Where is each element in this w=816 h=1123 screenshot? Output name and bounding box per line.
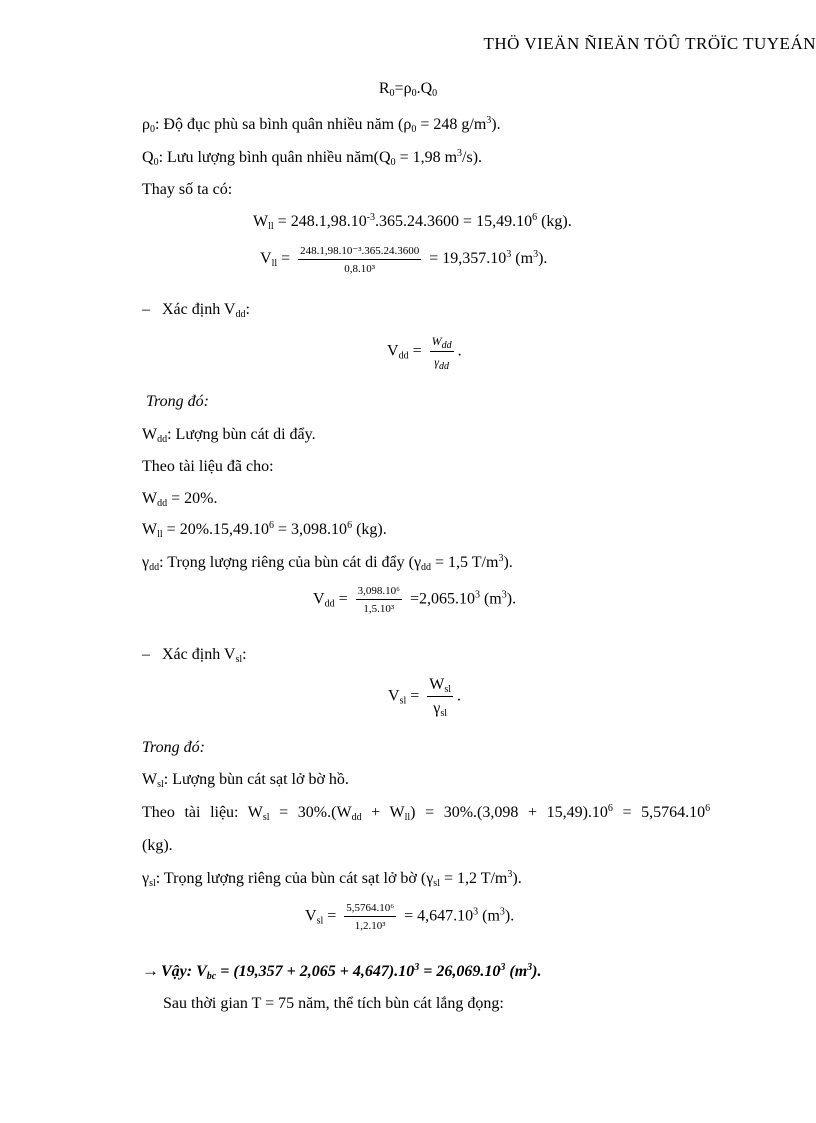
wdd-value: $W_{dd} = 20\%$.: [142, 490, 218, 509]
trong-do-label-2: Trong đó:: [142, 739, 205, 756]
gamma-dd-definition: $\gamma_{dd}$: Trọng lượng riêng của bùn cát di đẩy ($\gamma_{dd} = 1,5$ $T/m^3$).: [142, 553, 513, 573]
right-arrow-icon: →: [142, 961, 159, 980]
page-header: THÖ VIEÄN ÑIEÄN TÖÛ TRÖÏC TUYEÁN: [483, 34, 816, 53]
formula-vdd: $V_{dd}$ = $\frac{W_{dd}}{\gamma_{dd}}$ .: [387, 334, 462, 372]
final-sentence: Sau thời gian T = 75 năm, thể tích bùn cát lắng đọng:: [163, 995, 504, 1012]
vll-numerator: 248.1,98.10⁻³.365.24.3600: [298, 244, 421, 260]
wdd-definition: $W_{dd}$: Lượng bùn cát di đẩy.: [142, 426, 316, 445]
wsl-definition: $W_{sl}$: Lượng bùn cát sạt lở bờ hồ.: [142, 771, 349, 790]
formula-r0: $R_0=\rho_0.Q_0$: [378, 80, 438, 99]
vll-denominator: 0,8.10³: [344, 263, 376, 275]
heading-xac-dinh-vsl: – Xác định $V_{sl}$:: [142, 646, 247, 665]
heading-xac-dinh-vdd: – Xác định $V_{dd}$:: [142, 301, 250, 320]
wsl-calculation: Theo tài liệu: $W_{sl} = 30\%.(W_{dd} + W_{ll}) = 30\%.(3,098 + 15,49).10^6 = 5,5764.10^6$: [142, 803, 711, 823]
conclusion: → Vậy: $V_{bc} = (19,357 + 2,065 + 4,647).10^3 = 26,069.10^3$ $(m^3)$.: [142, 961, 542, 982]
theo-tai-lieu: Theo tài liệu đã cho:: [142, 458, 274, 475]
trong-do-label-1: Trong đó:: [146, 393, 209, 410]
substitution-intro: Thay số ta có:: [142, 181, 233, 198]
formula-wll: $W_{ll} = 248.1,98.10^{-3}.365.24.3600 = 15,49.10^6$ (kg).: [253, 212, 572, 232]
kg-unit: (kg).: [142, 837, 173, 854]
formula-vsl-value: $V_{sl}$ = $\frac{\text{5,5764.10⁶}}{\text{1,2.10³}}$ = $4,647.10^3$ $(m^3)$.: [305, 902, 515, 932]
formula-vll: $V_{ll}$ = $\frac{\text{248.1,98.10⁻³.365.24.3600}}{\text{0,8.10³}}$ = $19,357.10^3$ $(m^3)$.: [260, 245, 548, 275]
rho0-definition: $\rho_0$: Độ đục phù sa bình quân nhiều năm ($\rho_0 = 248$ $g/m^3$).: [142, 115, 501, 135]
q0-definition: $Q_0$: Lưu lượng bình quân nhiều $năm(Q_0 = 1,98$ $m^3/s$).: [142, 148, 483, 168]
gamma-sl-definition: $\gamma_{sl}$: Trọng lượng riêng của bùn cát sạt lở bờ ($\gamma_{sl} = 1,2$ $T/m^3$).: [142, 869, 522, 889]
wll-value: $W_{ll} = 20\%.15,49.10^6 = 3,098.10^6$ (kg).: [142, 520, 387, 540]
formula-vsl: $V_{sl}$ = $\frac{W_{sl}}{\gamma_{sl}}$ .: [388, 676, 462, 719]
formula-vdd-value: $V_{dd}$ = $\frac{\text{3,098.10⁶}}{\text{1,5.10³}}$ $=2,065.10^3$ $(m^3)$.: [313, 585, 517, 615]
